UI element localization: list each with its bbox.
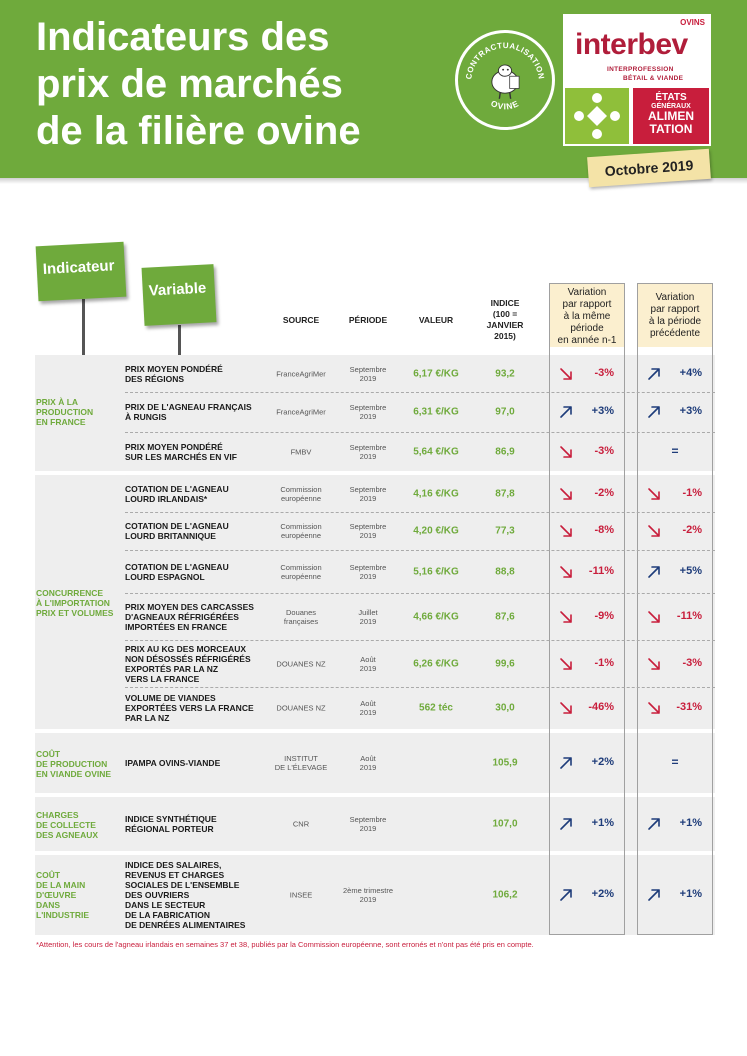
source-cell-line: françaises (283, 616, 319, 626)
page-title (36, 14, 361, 155)
source-cell (262, 369, 340, 378)
valeur-cell: 4,66 €/KG (413, 611, 459, 622)
source-cell (262, 522, 340, 540)
indice-cell: 107,0 (492, 818, 518, 830)
variation-percent: +2% (591, 888, 614, 900)
variable-cell (125, 693, 265, 723)
var2-line: précédente (649, 328, 701, 339)
variable-cell-line: DANS LE SECTEUR (125, 900, 206, 910)
source-cell (262, 563, 340, 581)
valeur-cell: 6,31 €/KG (413, 406, 459, 418)
periode-cell-line: Septembre (349, 364, 387, 374)
indicator-line: COÛT (36, 749, 61, 759)
table-row (0, 733, 747, 793)
variation-percent: -11% (676, 609, 702, 622)
periode-cell (338, 365, 398, 383)
periode-cell (338, 403, 398, 421)
source-cell-line: CNR (292, 819, 310, 829)
source-cell-line: INSEE (289, 890, 313, 900)
variation-prev-cell (638, 444, 712, 460)
table-row (0, 355, 747, 392)
variable-cell (125, 758, 265, 768)
periode-cell-line: Août (360, 754, 376, 763)
variation-percent: -3% (682, 656, 702, 669)
svg-text:OVINE (489, 98, 520, 111)
arrow-up-right-icon (558, 404, 574, 420)
indice-cell: 30,0 (495, 702, 515, 714)
source-cell-line: Commission (280, 522, 322, 531)
column-header-source: SOURCE (282, 315, 320, 325)
indicator-line: D'ŒUVRE (36, 890, 77, 900)
variation-prev-cell (638, 700, 712, 716)
variable-cell (125, 521, 265, 541)
variable-cell-line: INDICE DES SALAIRES, (125, 860, 222, 870)
badge-bottom-text: OVINE (489, 98, 521, 112)
variation-prev-cell (638, 887, 712, 903)
valeur-cell: 5,64 €/KG (413, 446, 459, 457)
column-header-indice (476, 298, 534, 342)
variation-prev-cell (638, 523, 712, 539)
source-cell (262, 608, 340, 626)
arrow-up-right-icon (646, 404, 662, 420)
etats-generaux-icon (565, 88, 629, 144)
table-row (0, 797, 747, 851)
indicator-line: EN FRANCE (36, 417, 86, 427)
variable-cell-line: DES OUVRIERS (125, 890, 190, 900)
variable-cell (125, 562, 265, 582)
variable-cell-line: PRIX MOYEN DES CARCASSES (125, 601, 254, 612)
variation-percent: -1% (594, 656, 614, 669)
variation-n1-cell (550, 887, 624, 903)
periode-cell-line: Septembre (349, 403, 387, 412)
logo-generaux-text: GÉNÉRAUX (651, 103, 691, 110)
periode-cell (338, 886, 398, 904)
variation-prev-cell (638, 366, 712, 382)
logo-tation-text: TATION (649, 122, 693, 136)
variable-cell (125, 402, 265, 422)
source-cell-line: européenne (280, 531, 322, 540)
logo-sub-text-2: BÉTAIL & VIANDE (623, 75, 684, 82)
indice-cell: 93,2 (495, 368, 515, 379)
variable-cell-line: INDICE SYNTHÉTIQUE (125, 814, 217, 824)
variation-percent: -2% (682, 524, 702, 536)
periode-cell (338, 655, 398, 673)
variation-percent: -46% (588, 701, 614, 713)
source-cell (262, 704, 340, 713)
arrow-down-right-icon (646, 523, 662, 539)
periode-cell-line: 2019 (359, 493, 377, 503)
var2-line: Variation (655, 292, 695, 303)
column-header-valeur: VALEUR (418, 315, 454, 325)
variation-percent: -1% (682, 486, 702, 499)
arrow-down-right-icon (646, 486, 662, 502)
variable-cell (125, 442, 265, 462)
indice-line: (100 = (492, 309, 518, 319)
table-row (0, 512, 747, 550)
table-row (0, 640, 747, 687)
source-cell-line: Commission (280, 562, 322, 572)
variable-cell-line: IPAMPA OVINS-VIANDE (125, 758, 221, 768)
indicator-line: PRIX À LA (36, 397, 79, 407)
variation-percent: +3% (679, 405, 702, 417)
variation-n1-cell (550, 609, 624, 625)
contractualisation-badge (455, 30, 555, 130)
variation-percent: -11% (588, 564, 614, 577)
source-cell (262, 447, 340, 456)
badge-top-text: CONTRACTUALISATION (464, 40, 546, 80)
periode-cell-line: 2019 (359, 824, 377, 833)
column-header-periode: PÉRIODE (348, 315, 388, 325)
variable-cell-line: À RUNGIS (125, 412, 167, 422)
periode-cell (338, 608, 398, 626)
table-row (0, 432, 747, 471)
indicator-line: CONCURRENCE (36, 588, 104, 598)
table-row (0, 550, 747, 593)
variation-percent: -8% (594, 524, 614, 536)
valeur-cell: 6,26 €/KG (413, 658, 459, 669)
arrow-up-right-icon (558, 816, 574, 832)
periode-cell-line: Juillet (358, 607, 378, 617)
source-cell (262, 754, 340, 772)
variable-cell-line: VOLUME DE VIANDES (125, 693, 216, 703)
valeur-cell: 5,16 €/KG (413, 566, 459, 577)
source-cell-line: DE L'ÉLEVAGE (274, 763, 328, 772)
indicator-line: DES AGNEAUX (36, 830, 99, 840)
variation-percent: +1% (591, 817, 614, 829)
indice-line: INDICE (490, 298, 520, 308)
variable-cell (125, 364, 265, 384)
logo-interbev-text: interbev (575, 28, 688, 61)
variation-prev-cell (638, 404, 712, 420)
indice-cell: 77,3 (495, 525, 515, 537)
variable-cell-line: EXPORTÉES VERS LA FRANCE (125, 703, 254, 713)
source-cell-line: DOUANES NZ (276, 703, 326, 713)
source-cell-line: FranceAgriMer (276, 369, 326, 378)
variable-cell-line: DE DENRÉES ALIMENTAIRES (125, 920, 246, 930)
arrow-down-right-icon (558, 523, 574, 539)
variable-cell-line: LOURD IRLANDAIS* (125, 493, 208, 504)
indicator-line: PRODUCTION (36, 407, 94, 417)
variation-percent: -2% (594, 486, 614, 499)
variable-cell-line: IMPORTÉES EN FRANCE (125, 621, 228, 632)
indice-cell: 88,8 (495, 566, 515, 577)
variable-sign: Variable (142, 264, 217, 326)
arrow-down-right-icon (558, 444, 574, 460)
variable-cell-line: PRIX MOYEN PONDÉRÉ (125, 441, 223, 452)
indicator-line: À L'IMPORTATION (36, 598, 110, 608)
arrow-up-right-icon (646, 887, 662, 903)
variable-cell-line: LOURD ESPAGNOL (125, 571, 205, 582)
table-row (0, 392, 747, 432)
var1-line: Variation (567, 287, 607, 298)
arrow-up-right-icon (646, 816, 662, 832)
variation-percent: +2% (591, 756, 614, 768)
variation-percent: +3% (591, 405, 614, 417)
periode-cell-line: 2019 (359, 412, 377, 421)
source-cell (262, 485, 340, 503)
arrow-up-right-icon (646, 366, 662, 382)
indicator-line: COÛT (36, 870, 61, 880)
title-line-1: Indicateurs des (36, 15, 330, 59)
source-cell (262, 408, 340, 417)
variable-cell-line: COTATION DE L'AGNEAU (125, 483, 229, 494)
arrow-down-right-icon (558, 656, 574, 672)
arrow-up-right-icon (646, 564, 662, 580)
variable-cell-line: RÉGIONAL PORTEUR (125, 824, 214, 834)
variable-cell-line: VERS LA FRANCE (125, 673, 200, 684)
source-cell (262, 659, 340, 668)
variation-n1-cell (550, 755, 624, 771)
logo-etats-text: ÉTATS (655, 92, 687, 103)
source-cell-line: européenne (280, 571, 322, 581)
sheep-badge-icon (458, 33, 552, 127)
indicator-sign-pole (82, 299, 85, 355)
periode-cell-line: 2019 (359, 531, 377, 540)
arrow-down-right-icon (646, 656, 662, 672)
equal-sign: = (671, 443, 679, 458)
variation-n1-cell (550, 366, 624, 382)
title-line-2: prix de marchés (36, 62, 343, 106)
arrow-up-right-icon (558, 755, 574, 771)
logo-sub-text-1: INTERPROFESSION (607, 66, 674, 73)
variable-cell-line: DES RÉGIONS (125, 373, 185, 384)
periode-cell (338, 815, 398, 833)
arrow-down-right-icon (646, 700, 662, 716)
date-tag: Octobre 2019 (587, 149, 711, 187)
variable-cell-line: PRIX MOYEN PONDÉRÉ (125, 363, 223, 374)
periode-cell-line: 2019 (359, 895, 377, 904)
variable-cell-line: PRIX DE L'AGNEAU FRANÇAIS (125, 402, 252, 412)
source-cell-line: européenne (280, 493, 322, 503)
variable-sign-pole (178, 325, 181, 355)
indicator-line: EN VIANDE OVINE (36, 769, 112, 779)
variable-cell-line: REVENUS ET CHARGES (125, 870, 225, 880)
periode-cell (338, 754, 398, 772)
indicator-line: PRIX ET VOLUMES (36, 608, 114, 618)
periode-cell-line: Septembre (349, 522, 387, 531)
variation-n1-cell (550, 816, 624, 832)
variable-cell-line: DE LA FABRICATION (125, 910, 210, 920)
variable-cell-line: LOURD BRITANNIQUE (125, 531, 216, 541)
equal-sign: = (671, 755, 679, 769)
valeur-cell: 6,17 €/KG (413, 368, 459, 379)
source-cell (262, 820, 340, 829)
variable-cell-line: SOCIALES DE L'ENSEMBLE (125, 880, 240, 890)
source-cell (262, 891, 340, 900)
arrow-down-right-icon (646, 609, 662, 625)
indice-cell: 105,9 (492, 757, 518, 769)
periode-cell-line: Septembre (349, 442, 387, 452)
table-row (0, 687, 747, 729)
variation-prev-cell (638, 609, 712, 625)
periode-cell-line: Août (360, 654, 376, 664)
indicator-sign: Indicateur (36, 242, 127, 302)
variation-prev-cell (638, 486, 712, 502)
title-line-3: de la filière ovine (36, 109, 361, 153)
variation-prev-cell (638, 564, 712, 580)
source-cell-line: FranceAgriMer (276, 407, 326, 417)
variation-percent: +1% (679, 817, 702, 829)
periode-cell (338, 563, 398, 581)
variation-n1-cell (550, 700, 624, 716)
variable-cell (125, 602, 265, 632)
variation-percent: -3% (594, 366, 614, 379)
variation-prev-cell (638, 656, 712, 672)
variation-n1-cell (550, 404, 624, 420)
variable-cell-line: D'AGNEAUX RÉFRIGÉRÉES (125, 611, 239, 622)
periode-cell-line: 2019 (359, 763, 377, 772)
periode-cell (338, 699, 398, 717)
indice-cell: 99,6 (495, 658, 515, 669)
variable-cell (125, 860, 265, 930)
indice-cell: 86,9 (495, 446, 515, 457)
indicator-line: L'INDUSTRIE (36, 910, 90, 920)
var1-line: en année n-1 (557, 335, 617, 346)
indice-line: 2015) (494, 331, 516, 341)
indicator-line: CHARGES (36, 810, 79, 820)
variable-cell-line: PRIX AU KG DES MORCEAUX (125, 643, 247, 654)
variable-cell-line: COTATION DE L'AGNEAU (125, 561, 229, 572)
periode-cell-line: Août (360, 699, 376, 708)
table-row (0, 475, 747, 512)
valeur-cell: 4,20 €/KG (413, 525, 459, 537)
periode-cell-line: 2019 (359, 663, 377, 673)
periode-cell-line: Septembre (349, 562, 387, 572)
var1-line: par rapport (562, 299, 612, 310)
variation-percent: +4% (679, 366, 702, 379)
logo-ovins-text: OVINS (680, 18, 705, 27)
indice-line: JANVIER (486, 320, 524, 330)
indicator-line: DE COLLECTE (36, 820, 96, 830)
arrow-up-right-icon (558, 887, 574, 903)
periode-cell-line: Septembre (349, 815, 387, 824)
indicator-line: DANS (36, 900, 61, 910)
periode-cell (338, 485, 398, 503)
variable-cell (125, 644, 265, 684)
source-cell-line: INSTITUT (284, 754, 318, 763)
var1-line: période (570, 323, 604, 334)
variation-percent: -3% (594, 444, 614, 457)
variation-n1-cell (550, 486, 624, 502)
periode-cell-line: 2ème trimestre (342, 886, 393, 895)
column-header-variation-prev (637, 283, 713, 347)
variable-cell (125, 814, 265, 834)
indicator-line: DE LA MAIN (36, 880, 86, 890)
arrow-down-right-icon (558, 564, 574, 580)
footnote: *Attention, les cours de l'agneau irlandais en semaines 37 et 38, publiés par la Commission européenne, sont erronés et n'ont pas été pris en compte. (36, 940, 534, 949)
valeur-cell: 562 téc (419, 702, 453, 714)
variation-n1-cell (550, 444, 624, 460)
variable-cell-line: NON DÉSOSSÉS RÉFRIGÉRÉS (125, 653, 251, 664)
variation-prev-cell (638, 816, 712, 832)
var2-line: à la période (648, 316, 702, 327)
periode-cell (338, 443, 398, 461)
variation-percent: -9% (594, 609, 614, 622)
periode-cell-line: Septembre (349, 484, 387, 494)
periode-cell-line: 2019 (359, 571, 377, 581)
valeur-cell: 4,16 €/KG (413, 488, 459, 499)
logo-alimen-text: ALIMEN (648, 109, 694, 123)
variable-cell-line: COTATION DE L'AGNEAU (125, 521, 229, 531)
arrow-down-right-icon (558, 366, 574, 382)
indicator-line: DE PRODUCTION (36, 759, 108, 769)
variation-percent: +5% (679, 564, 702, 577)
column-header-variation-n1 (549, 283, 625, 347)
indice-cell: 106,2 (492, 889, 518, 901)
source-cell-line: Douanes (285, 607, 317, 617)
variation-percent: -31% (676, 701, 702, 713)
source-cell-line: DOUANES NZ (276, 659, 326, 668)
variation-n1-cell (550, 523, 624, 539)
var1-line: à la même (563, 311, 611, 322)
variation-prev-cell (638, 755, 712, 771)
arrow-down-right-icon (558, 486, 574, 502)
table-row (0, 855, 747, 935)
indice-cell: 87,6 (495, 611, 515, 622)
variable-cell-line: SUR LES MARCHÉS EN VIF (125, 451, 237, 462)
indice-cell: 87,8 (495, 488, 515, 499)
arrow-down-right-icon (558, 700, 574, 716)
header-banner (0, 0, 747, 178)
variable-cell-line: PAR LA NZ (125, 713, 170, 723)
variable-cell-line: EXPORTÉS PAR LA NZ (125, 663, 219, 674)
periode-cell-line: 2019 (359, 616, 377, 626)
periode-cell-line: 2019 (359, 451, 377, 461)
indice-cell: 97,0 (495, 406, 515, 418)
periode-cell-line: 2019 (359, 373, 377, 383)
etats-generaux-block (633, 88, 709, 144)
periode-cell-line: 2019 (359, 708, 377, 717)
source-cell-line: Commission (280, 484, 322, 494)
variation-n1-cell (550, 564, 624, 580)
variable-cell (125, 484, 265, 504)
source-cell-line: FMBV (290, 447, 312, 456)
table-row (0, 593, 747, 640)
var2-line: par rapport (650, 304, 700, 315)
interbev-logo (563, 14, 711, 146)
arrow-down-right-icon (558, 609, 574, 625)
variation-n1-cell (550, 656, 624, 672)
periode-cell (338, 522, 398, 540)
variation-percent: +1% (679, 888, 702, 900)
